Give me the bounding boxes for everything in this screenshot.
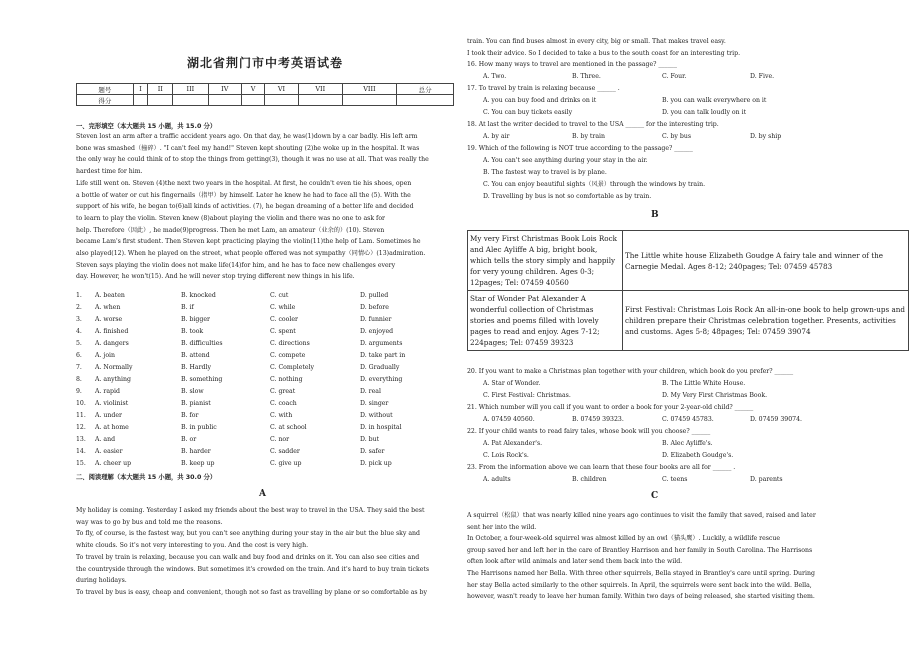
passage-line: hardest time for him.: [76, 168, 143, 176]
option-row: [467, 179, 847, 191]
answer-option[interactable]: B. 07459 39323.: [572, 416, 624, 423]
score-cell: [148, 95, 173, 106]
answer-option[interactable]: B. The Little White House.: [662, 380, 746, 387]
answer-option[interactable]: A. Normally: [95, 364, 133, 371]
question-text: 17. To travel by train is relaxing because ______ .: [467, 85, 620, 92]
answer-option[interactable]: C. sadder: [270, 448, 300, 455]
passage-line: also played(12). When he played on the street, what people offered was not sympathy（同情心）(13)admiration.: [76, 250, 426, 258]
passage-line: Life still went on. Steven (4)the next two years in the hospital. At first, he couldn't even tie his shoes, open: [76, 179, 412, 187]
passage-line: bone was smashed（撞碎）. "I can't feel my hand!" Steven kept shouting (2)he woke up in the hospital. It was: [76, 144, 420, 152]
question-number: 10.: [76, 400, 86, 407]
answer-option[interactable]: C. give up: [270, 460, 302, 467]
cloze-option-row: [76, 446, 454, 458]
score-cell: [342, 95, 396, 106]
answer-option[interactable]: C. Lois Rock's.: [483, 452, 529, 459]
answer-option[interactable]: C. Four.: [662, 73, 687, 80]
passage-a: [76, 505, 454, 599]
passage-a-letter: A: [259, 489, 266, 499]
option-row: [467, 474, 847, 486]
answer-option[interactable]: D. arguments: [360, 340, 403, 347]
answer-option[interactable]: D. Elizabeth Goudge's.: [662, 452, 734, 459]
score-cell: IV: [208, 84, 242, 95]
answer-option[interactable]: D. funnier: [360, 316, 392, 323]
passage-a-continued: [467, 36, 847, 59]
answer-option[interactable]: B. or: [181, 436, 197, 443]
answer-option[interactable]: C. directions: [270, 340, 310, 347]
score-cell: V: [242, 84, 265, 95]
answer-option[interactable]: C. at school: [270, 424, 307, 431]
passage-line: day. However, he won't(15). And he will never stop trying different new things in his life.: [76, 273, 355, 281]
answer-option[interactable]: A. under: [95, 412, 122, 419]
answer-option[interactable]: A. adults: [483, 476, 511, 483]
question-number: 3.: [76, 316, 82, 323]
option-row: [467, 95, 847, 107]
answer-option[interactable]: A. dangers: [95, 340, 129, 347]
answer-option[interactable]: A. rapid: [95, 388, 120, 395]
question-number: 5.: [76, 340, 82, 347]
answer-option[interactable]: B. in public: [181, 424, 217, 431]
answer-option[interactable]: C. nor: [270, 436, 290, 443]
question-row: [467, 402, 847, 414]
answer-option[interactable]: A. Pat Alexander's.: [483, 440, 543, 447]
answer-option[interactable]: D. real: [360, 388, 381, 395]
question-number: 15.: [76, 460, 86, 467]
question-number: 2.: [76, 304, 82, 311]
questions-b: [467, 366, 847, 486]
answer-option[interactable]: C. great: [270, 388, 296, 395]
answer-option[interactable]: D. singer: [360, 400, 389, 407]
book-row: [468, 231, 909, 291]
answer-option[interactable]: A. You can't see anything during your stay in the air.: [483, 157, 648, 164]
passage-line: To fly, of course, is the fastest way, but you can't see anything during your stay in the air but the blue sky and: [76, 530, 421, 538]
answer-option[interactable]: D. everything: [360, 376, 403, 383]
passage-line: Steven says playing the violin does not make life(14)for him, and he has to face new challenges every: [76, 261, 396, 269]
passage-b-letter: B: [651, 210, 659, 220]
book-cell: Star of Wonder Pat Alexander A wonderful collection of Christmas stories and poems filled with lovely pages to read and enjoy. Ages 7-12; 224pages; Tel: 07459 39323: [468, 291, 623, 351]
answer-option[interactable]: C. You can enjoy beautiful sights（风景）through the windows by train.: [483, 181, 706, 188]
answer-option[interactable]: D. 07459 39074.: [750, 416, 802, 423]
answer-option[interactable]: D. pulled: [360, 292, 389, 299]
answer-option[interactable]: D. Gradually: [360, 364, 400, 371]
passage-line: the countryside through the windows. But sometimes it's crowded on the train. And it's hard to buy train tickets: [76, 565, 430, 573]
score-cell: 得分: [77, 95, 134, 106]
answer-option[interactable]: B. if: [181, 304, 194, 311]
answer-option[interactable]: C. compete: [270, 352, 306, 359]
score-cell: III: [173, 84, 208, 95]
book-cell: My very First Christmas Book Lois Rock and Alec Ayliffe A big, bright book, which tells the story simply and happily for very young children. Ages 0-3; 12pages; Tel: 07459 40560: [468, 231, 623, 291]
question-text: 18. At last the writer decided to travel to the USA ______ for the interesting trip.: [467, 121, 719, 128]
book-cell: First Festival: Christmas Lois Rock An all-in-one book to help grown-ups and children prepare their Christmas celebration together. Presents, activities and customs. Ages 5-8; 48pages; Tel: 07459 39074: [623, 291, 909, 351]
score-cell: [173, 95, 208, 106]
score-cell: VI: [265, 84, 299, 95]
question-number: 11.: [76, 412, 86, 419]
passage-line: her stay Bella acted similarly to the other squirrels. In April, the squirrels were sent back into the wild. Bella,: [467, 581, 812, 589]
option-row: [467, 378, 847, 390]
answer-option[interactable]: D. parents: [750, 476, 783, 483]
question-row: [467, 119, 847, 131]
answer-option[interactable]: D. you can talk loudly on it: [662, 109, 747, 116]
question-number: 7.: [76, 364, 82, 371]
answer-option[interactable]: A. Star of Wonder.: [483, 380, 541, 387]
answer-option[interactable]: C. You can buy tickets easily: [483, 109, 573, 116]
answer-option[interactable]: B. keep up: [181, 460, 215, 467]
passage-c-letter: C: [651, 491, 659, 501]
answer-option[interactable]: D. safer: [360, 448, 385, 455]
answer-option[interactable]: D. before: [360, 304, 389, 311]
question-number: 8.: [76, 376, 82, 383]
passage-line: to learn to play the violin. Steven knew (8)about playing the violin and there was no one to ask for: [76, 214, 386, 222]
answer-option[interactable]: D. Five.: [750, 73, 775, 80]
question-text: 20. If you want to make a Christmas plan together with your children, which book do you prefer? ______: [467, 368, 794, 375]
option-row: [467, 414, 847, 426]
answer-option[interactable]: B. The fastest way to travel is by plane.: [483, 169, 607, 176]
answer-option[interactable]: B. for: [181, 412, 199, 419]
score-cell: [133, 95, 148, 106]
passage-line: To travel by train is relaxing, because you can walk and buy food and drinks on it. You can also see cities and: [76, 553, 420, 561]
answer-option[interactable]: B. knocked: [181, 292, 216, 299]
answer-option[interactable]: A. Two.: [483, 73, 507, 80]
question-number: 6.: [76, 352, 82, 359]
question-row: [467, 59, 847, 71]
answer-option[interactable]: B. harder: [181, 448, 211, 455]
cloze-option-row: [76, 326, 454, 338]
passage-line: In October, a four-week-old squirrel was almost killed by an owl（猫头鹰）. Luckily, a wildlife rescue: [467, 535, 781, 543]
question-number: 14.: [76, 448, 86, 455]
passage-line: became Lam's first student. Then Steven kept practicing playing the violin(11)the help of Lam. Sometimes he: [76, 238, 421, 246]
question-number: 9.: [76, 388, 82, 395]
question-text: 16. How many ways to travel are mentioned in the passage? ______: [467, 61, 677, 68]
answer-option[interactable]: D. Travelling by bus is not so comfortable as by train.: [483, 193, 652, 200]
cloze-option-row: [76, 338, 454, 350]
passage-line: Steven lost an arm after a traffic accident years ago. On that day, he was(1)down by a car badly. His left arm: [76, 133, 418, 140]
question-number: 12.: [76, 424, 86, 431]
page-title: 湖北省荆门市中考英语试卷: [186, 56, 343, 70]
score-cell: [298, 95, 342, 106]
questions-a: [467, 59, 847, 203]
cloze-option-row: [76, 302, 454, 314]
score-cell: I: [133, 84, 148, 95]
option-row: [467, 131, 847, 143]
book-table: [467, 230, 909, 351]
answer-option[interactable]: B. you can walk everywhere on it: [662, 97, 767, 104]
passage-c: [467, 510, 847, 603]
answer-option[interactable]: A. beaten: [95, 292, 125, 299]
cloze-option-row: [76, 350, 454, 362]
answer-option[interactable]: B. difficulties: [181, 340, 223, 347]
passage-line: white clouds. So it's not very interesting to you. And the cost is very high.: [76, 542, 309, 550]
option-row: [467, 450, 847, 462]
score-cell: [208, 95, 242, 106]
answer-option[interactable]: C. teens: [662, 476, 688, 483]
passage-line: I took their advice. So I decided to take a bus to the south coast for an interesting trip.: [467, 49, 741, 57]
passage-line: The Harrisons named her Bella. With three other squirrels, Bella stayed in Brantley's care until spring. During: [467, 569, 815, 577]
answer-option[interactable]: D. pick up: [360, 460, 392, 467]
answer-option[interactable]: D. without: [360, 412, 393, 419]
answer-option[interactable]: B. pianist: [181, 400, 211, 407]
question-text: 19. Which of the following is NOT true according to the passage? ______: [467, 145, 693, 152]
answer-option[interactable]: D. in hospital: [360, 424, 402, 431]
answer-option[interactable]: A. worse: [95, 316, 123, 323]
answer-option[interactable]: B. slow: [181, 388, 204, 395]
answer-option[interactable]: C. with: [270, 412, 293, 419]
answer-option[interactable]: A. finished: [95, 328, 129, 335]
score-cell: 总分: [397, 84, 454, 95]
answer-option[interactable]: B. Alec Ayliffe's.: [662, 440, 713, 447]
cloze-option-row: [76, 374, 454, 386]
answer-option[interactable]: C. coach: [270, 400, 297, 407]
passage-line: the only way he could think of to stop the things from getting(3), though it was no use at all. That was really the: [76, 156, 429, 164]
passage-line: way was to go by bus and told me the reasons.: [76, 518, 223, 526]
passage-line: A squirrel（松鼠）that was nearly killed nine years ago continues to visit the family that saved, raised and later: [467, 512, 816, 519]
answer-option[interactable]: A. anything: [95, 376, 131, 383]
score-table-header-row: [77, 84, 454, 95]
option-row: [467, 107, 847, 119]
answer-option[interactable]: D. but: [360, 436, 380, 443]
score-cell: [242, 95, 265, 106]
passage-line: train. You can find buses almost in every city, big or small. That makes travel easy.: [467, 38, 726, 45]
passage-line: help. Therefore（因此）, he made(9)progress. Then he met Lam, an amateur（业余的）(10). Steven: [76, 226, 385, 234]
section-heading-cloze: 一、完形填空（本大题共 15 小题，共 15.0 分）: [76, 123, 217, 130]
answer-option[interactable]: A. by air: [483, 133, 510, 140]
passage-line: a bottle of water or cut his fingernails（指甲）by himself. Later he knew he had to face all the (5). With the: [76, 191, 411, 199]
answer-option[interactable]: C. Completely: [270, 364, 314, 371]
passage-line: however, wasn't ready to leave her human family. Within two days of being released, she started visiting them.: [467, 593, 815, 601]
answer-option[interactable]: A. at home: [95, 424, 129, 431]
answer-option[interactable]: A. easier: [95, 448, 123, 455]
cloze-option-row: [76, 398, 454, 410]
question-number: 13.: [76, 436, 86, 443]
book-row: [468, 291, 909, 351]
question-text: 21. Which number will you call if you want to order a book for your 2-year-old child? ______: [467, 404, 754, 411]
book-cell: The Little white house Elizabeth Goudge A fairy tale and winner of the Carnegie Medal. Ages 8-12; 240pages; Tel: 07459 45783: [623, 231, 909, 291]
score-cell: [265, 95, 299, 106]
cloze-options: [76, 290, 454, 470]
cloze-option-row: [76, 362, 454, 374]
cloze-option-row: [76, 386, 454, 398]
passage-line: group saved her and left her in the care of Brantley Harrison and her family in South Carolina. The Harrisons: [467, 546, 813, 554]
answer-option[interactable]: A. violinist: [95, 400, 129, 407]
cloze-option-row: [76, 290, 454, 302]
passage-line: during holidays.: [76, 577, 127, 585]
answer-option[interactable]: D. enjoyed: [360, 328, 394, 335]
answer-option[interactable]: D. by ship: [750, 133, 782, 140]
answer-option[interactable]: C. while: [270, 304, 296, 311]
answer-option[interactable]: C. spent: [270, 328, 296, 335]
answer-option[interactable]: A. and: [95, 436, 116, 443]
option-row: [467, 155, 847, 167]
answer-option[interactable]: B. took: [181, 328, 204, 335]
option-row: [467, 390, 847, 402]
question-text: 22. If your child wants to read fairy tales, whose book will you choose? ______: [467, 428, 711, 435]
question-row: [467, 83, 847, 95]
answer-option[interactable]: D. My Very First Christmas Book.: [662, 392, 768, 399]
question-row: [467, 462, 847, 474]
score-cell: [397, 95, 454, 106]
answer-option[interactable]: A. you can buy food and drinks on it: [483, 97, 597, 104]
answer-option[interactable]: C. 07459 45783.: [662, 416, 714, 423]
answer-option[interactable]: C. by bus: [662, 133, 691, 140]
score-cell: VII: [298, 84, 342, 95]
passage-line: My holiday is coming. Yesterday I asked my friends about the best way to travel in the USA. They said the best: [76, 507, 425, 514]
cloze-option-row: [76, 434, 454, 446]
question-row: [467, 366, 847, 378]
section-heading-reading: 二、阅读理解（本大题共 15 小题，共 30.0 分）: [76, 474, 217, 481]
score-cell: VIII: [342, 84, 396, 95]
answer-option[interactable]: C. cut: [270, 292, 289, 299]
answer-option[interactable]: B. something: [181, 376, 223, 383]
answer-option[interactable]: B. Hardly: [181, 364, 211, 371]
passage-line: support of his wife, he began to(6)all kinds of activities. (7), he began dreaming of a better life and decided: [76, 203, 414, 211]
cloze-option-row: [76, 458, 454, 470]
option-row: [467, 167, 847, 179]
cloze-option-row: [76, 410, 454, 422]
answer-option[interactable]: A. 07459 40560.: [483, 416, 535, 423]
answer-option[interactable]: A. join: [95, 352, 116, 359]
score-cell: II: [148, 84, 173, 95]
answer-option[interactable]: C. cooler: [270, 316, 298, 323]
answer-option[interactable]: A. cheer up: [95, 460, 132, 467]
score-cell: 题号: [77, 84, 134, 95]
passage-line: sent her into the wild.: [467, 523, 537, 531]
cloze-option-row: [76, 422, 454, 434]
option-row: [467, 71, 847, 83]
answer-option[interactable]: B. attend: [181, 352, 210, 359]
answer-option[interactable]: B. Three.: [572, 73, 601, 80]
answer-option[interactable]: A. when: [95, 304, 121, 311]
question-number: 1.: [76, 292, 82, 299]
question-row: [467, 143, 847, 155]
passage-line: To travel by bus is easy, cheap and convenient, though not so fast as travelling by plane or so comfortable as by: [76, 588, 427, 596]
score-table-score-row: [77, 95, 454, 106]
option-row: [467, 191, 847, 203]
answer-option[interactable]: B. by train: [572, 133, 606, 140]
answer-option[interactable]: B. children: [572, 476, 607, 483]
answer-option[interactable]: B. bigger: [181, 316, 210, 323]
option-row: [467, 438, 847, 450]
answer-option[interactable]: C. First Festival: Christmas.: [483, 392, 571, 399]
passage-line: often look after wild animals and later send them back into the wild.: [467, 558, 683, 566]
score-table: [76, 83, 454, 106]
cloze-option-row: [76, 314, 454, 326]
question-number: 4.: [76, 328, 82, 335]
answer-option[interactable]: C. nothing: [270, 376, 303, 383]
cloze-passage: [76, 131, 454, 283]
question-text: 23. From the information above we can learn that these four books are all for ______ .: [467, 464, 736, 471]
answer-option[interactable]: D. take part in: [360, 352, 406, 359]
question-row: [467, 426, 847, 438]
